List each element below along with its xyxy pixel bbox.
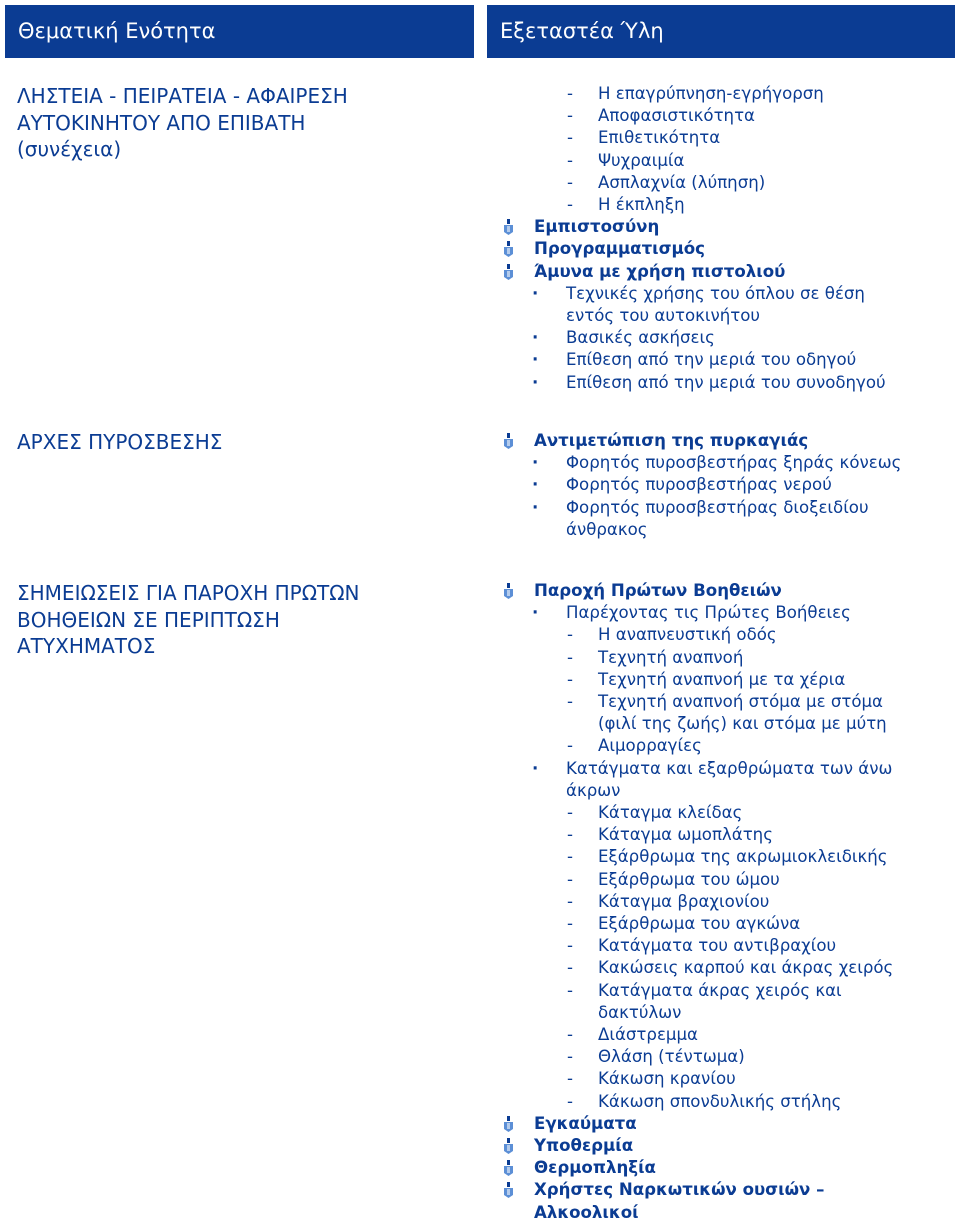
dash-marker: - (567, 736, 573, 756)
bullet-icon (502, 1138, 515, 1154)
dash-marker: - (567, 1069, 573, 1089)
dash-marker: - (567, 150, 573, 170)
dash-marker: - (567, 172, 573, 192)
bullet-icon (502, 433, 515, 449)
material-item-text: δακτύλων (598, 1002, 682, 1022)
material-item-text: Κάταγμα κλείδας (598, 803, 743, 822)
material-item-text: Εξάρθρωμα της ακρωμιοκλειδικής (598, 847, 888, 867)
material-item-text: Εμπιστοσύνη (534, 217, 660, 237)
material-item-text: Τεχνητή αναπνοή στόμα με στόμα (598, 692, 883, 711)
material-item-text: Υποθερμία (534, 1136, 634, 1155)
header-topic: Θεματική Ενότητα (5, 5, 474, 58)
topic-robbery (17, 83, 477, 163)
dash-marker: - (567, 84, 573, 103)
material-item-text: Τεχνικές χρήσης του όπλου σε θέση (566, 283, 865, 303)
material-item-text: Κάκωση κρανίου (598, 1069, 736, 1089)
material-item-text: Κακώσεις καρπού και άκρας χειρός (598, 958, 894, 978)
topic-line: ΛΗΣΤΕΙΑ - ΠΕΙΡΑΤΕΙΑ - ΑΦΑΙΡΕΣΗ (17, 84, 348, 108)
material-item-text: Φορητός πυροσβεστήρας διοξειδίου (566, 497, 869, 517)
topic-line: ΑΤΥΧΗΜΑΤΟΣ (17, 634, 156, 658)
bullet-icon (502, 241, 515, 257)
material-item-text: Επίθεση από την μεριά του οδηγού (566, 350, 857, 370)
dash-marker: - (567, 128, 573, 148)
small-square-bullet: · (532, 603, 539, 623)
material-item-text: Αντιμετώπιση της πυρκαγιάς (534, 431, 809, 450)
small-square-bullet: · (532, 475, 539, 495)
material-item-text: Η επαγρύπνηση-εγρήγορση (598, 84, 824, 103)
bullet-icon (502, 264, 515, 280)
material-item-text: Αποφασιστικότητα (598, 106, 756, 126)
dash-marker: - (567, 958, 573, 978)
material-item-text: Αιμορραγίες (598, 736, 702, 756)
material-item-text: εντός του αυτοκινήτου (566, 306, 761, 325)
material-item-text: Εξάρθρωμα του ώμου (598, 869, 780, 889)
material-item-text: Αλκοολικοί (534, 1202, 639, 1222)
dash-marker: - (567, 106, 573, 126)
material-item-text: Τεχνητή αναπνοή (598, 647, 744, 667)
bullet-icon (502, 1182, 515, 1198)
small-square-bullet: · (532, 758, 539, 778)
material-item-text: Η αναπνευστική οδός (598, 625, 777, 645)
material-item-text: Παροχή Πρώτων Βοηθειών (534, 581, 782, 600)
topic-line: ΒΟΗΘΕΙΩΝ ΣΕ ΠΕΡΙΠΤΩΣΗ (17, 607, 280, 632)
dash-marker: - (567, 869, 573, 889)
dash-marker: - (567, 625, 573, 645)
material-item-text: Κατάγματα και εξαρθρώματα των άνω (566, 758, 893, 778)
bullet-icon (502, 1116, 515, 1132)
material-item-text: Κατάγματα άκρας χειρός και (598, 980, 842, 1000)
topic-first-aid (17, 580, 477, 660)
dash-marker: - (567, 669, 573, 689)
material-item-text: Διάστρεμμα (598, 1025, 698, 1044)
material-item-text: Βασικές ασκήσεις (566, 328, 715, 348)
material-item-text: άνθρακος (566, 519, 648, 539)
dash-marker: - (567, 936, 573, 956)
material-item-text: Η έκπληξη (598, 195, 685, 214)
material-item-text: Εξάρθρωμα του αγκώνα (598, 914, 801, 933)
dash-marker: - (567, 914, 573, 933)
material-item-text: Κάταγμα ωμοπλάτης (598, 825, 773, 845)
material-item-text: άκρων (566, 780, 621, 800)
bullet-icon (502, 583, 515, 599)
dash-marker: - (567, 692, 573, 711)
header-material: Εξεταστέα Ύλη (487, 5, 955, 58)
material-item-text: Προγραμματισμός (534, 239, 705, 259)
dash-marker: - (567, 803, 573, 822)
material-item-text: Φορητός πυροσβεστήρας νερού (566, 475, 832, 495)
bullet-icon (502, 1160, 515, 1176)
dash-marker: - (567, 980, 573, 1000)
topic-fire (17, 429, 477, 456)
material-item-text: Ψυχραιμία (598, 150, 685, 170)
dash-marker: - (567, 1047, 573, 1067)
material-item-text: Κατάγματα του αντιβραχίου (598, 936, 837, 956)
material-item-text: Τεχνητή αναπνοή με τα χέρια (598, 669, 846, 689)
dash-marker: - (567, 195, 573, 214)
material-item-text: Επιθετικότητα (598, 128, 721, 148)
dash-marker: - (567, 825, 573, 845)
material-item-text: Άμυνα με χρήση πιστολιού (534, 261, 786, 281)
topic-line: (συνέχεια) (17, 137, 122, 161)
material-item-text: Φορητός πυροσβεστήρας ξηράς κόνεως (566, 453, 902, 473)
dash-marker: - (567, 891, 573, 911)
topic-line: ΑΡΧΕΣ ΠΥΡΟΣΒΕΣΗΣ (17, 430, 223, 454)
small-square-bullet: · (532, 372, 539, 392)
material-item-text: Επίθεση από την μεριά του συνοδηγού (566, 372, 886, 392)
material-item-text: Κάταγμα βραχιονίου (598, 891, 770, 911)
small-square-bullet: · (532, 328, 539, 348)
material-item-text: Παρέχοντας τις Πρώτες Βοήθειες (566, 603, 851, 623)
dash-marker: - (567, 1025, 573, 1044)
dash-marker: - (567, 847, 573, 867)
small-square-bullet: · (532, 350, 539, 370)
topic-line: ΣΗΜΕΙΩΣΕΙΣ ΓΙΑ ΠΑΡΟΧΗ ΠΡΩΤΩΝ (17, 581, 360, 605)
dash-marker: - (567, 1091, 573, 1111)
small-square-bullet: · (532, 453, 539, 473)
small-square-bullet: · (532, 283, 539, 303)
bullet-icon (502, 219, 515, 235)
material-item-text: Κάκωση σπονδυλικής στήλης (598, 1091, 842, 1111)
material-item-text: Χρήστες Ναρκωτικών ουσιών – (534, 1180, 825, 1200)
material-item-text: Ασπλαχνία (λύπηση) (598, 172, 766, 192)
dash-marker: - (567, 647, 573, 667)
material-item-text: Θλάση (τέντωμα) (598, 1047, 745, 1067)
topic-line: ΑΥΤΟΚΙΝΗΤΟΥ ΑΠΟ ΕΠΙΒΑΤΗ (17, 110, 306, 135)
small-square-bullet: · (532, 497, 539, 517)
material-item-text: Θερμοπληξία (534, 1158, 656, 1178)
material-item-text: (φιλί της ζωής) και στόμα με μύτη (598, 714, 887, 734)
material-item-text: Εγκαύματα (534, 1113, 637, 1133)
